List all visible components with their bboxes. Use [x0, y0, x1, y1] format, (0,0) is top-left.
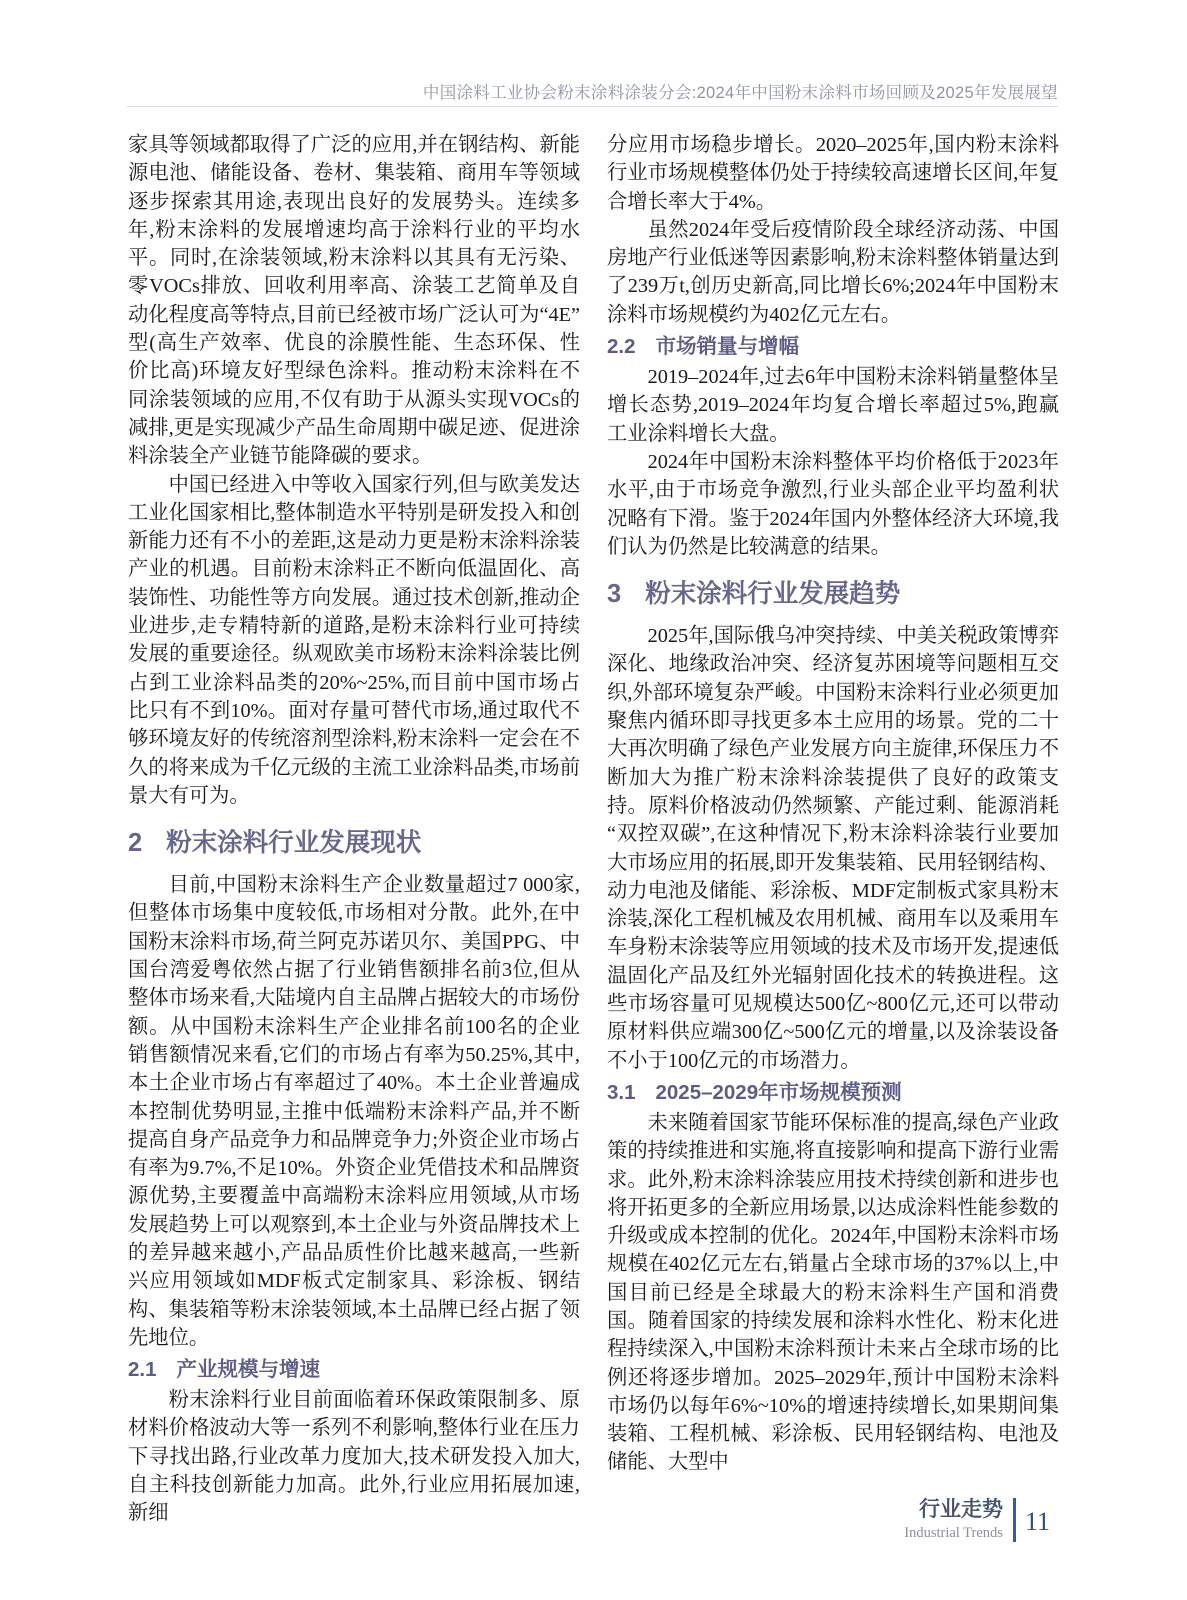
paragraph: 粉末涂料行业目前面临着环保政策限制多、原材料价格波动大等一系列不利影响,整体行业在压力下寻找出路,行业改革力度加大,技术研发投入加大,自主科技创新能力加高。此外,行业应用拓展加速,新细 [128, 1389, 580, 1525]
footer-divider-bar [1013, 1498, 1016, 1542]
section-title: 2025–2029年市场规模预测 [655, 1080, 902, 1104]
footer-labels [904, 1498, 1013, 1542]
running-head: 中国涂料工业协会粉末涂料涂装分会:2024年中国粉末涂料市场回顾及2025年发展展望 [422, 84, 1058, 102]
section-heading-3-1 [607, 1079, 1059, 1107]
paragraph: 2024年中国粉末涂料整体平均价格低于2023年水平,由于市场竞争激烈,行业头部企业平均盈利状况略有下滑。鉴于2024年国内外整体经济大环境,我们认为仍然是比较满意的结果。 [607, 450, 1059, 558]
footer-section-label-cn: 行业走势 [918, 1498, 1003, 1521]
paragraph: 中国已经进入中等收入国家行列,但与欧美发达工业化国家相比,整体制造水平特别是研发投入和创新能力还有不小的差距,这是动力更是粉末涂料涂装产业的机遇。目前粉末涂料正不断向低温固化、高装饰性、功能性等方向发展。通过技术创新,推动企业进步,走专精特新的道路,是粉末涂料行业可持续发展的重要途径。纵观欧美市场粉末涂料涂装比例占到工业涂料品类的20%~25%,而目前中国市场占比只有不到10%。面对存量可替代市场,通过取代不够环境友好的传统溶剂型涂料,粉末涂料一定会在不久的将来成为千亿元级的主流工业涂料品类,市场前景大有可为。 [128, 473, 580, 807]
section-title: 产业规模与增速 [176, 1358, 320, 1382]
paragraph: 未来随着国家节能环保标准的提高,绿色产业政策的持续推进和实施,将直接影响和提高下游行业需求。此外,粉末涂料涂装应用技术持续创新和进步也将开拓更多的全新应用场景,以达成涂料性能参数的升级或成本控制的优化。2024年,中国粉末涂料市场规模在402亿元左右,销量占全球市场的37%以上,中国目前已经是全球最大的粉末涂料生产国和消费国。随着国家的持续发展和涂料水性化、粉末化进程持续深入,中国粉末涂料预计未来占全球市场的比例还将逐步增加。2025–2029年,预计中国粉末涂料市场仍以每年6%~10%的增速持续增长,如果期间集装箱、工程机械、彩涂板、民用轻钢结构、电池及储能、大型中 [607, 1111, 1059, 1474]
page-number: 11 [1024, 1507, 1050, 1536]
paragraph: 虽然2024年受后疫情阶段全球经济动荡、中国房地产行业低迷等因素影响,粉末涂料整体销量达到了239万t,创历史新高,同比增长6%;2024年中国粉末涂料市场规模约为402亿元左右。 [607, 218, 1059, 326]
section-title: 市场销量与增幅 [655, 335, 799, 359]
section-number: 2.2 [607, 335, 636, 359]
section-number: 2 [128, 829, 143, 858]
page-footer [904, 1498, 1050, 1542]
footer-section-label-en: Industrial Trends [904, 1525, 1003, 1541]
paragraph: 2019–2024年,过去6年中国粉末涂料销量整体呈增长态势,2019–2024年均复合增长率超过5%,跑赢工业涂料增长大盘。 [607, 366, 1059, 445]
section-number: 3 [607, 580, 622, 609]
section-title: 粉末涂料行业发展趋势 [645, 580, 901, 609]
two-column-body [128, 131, 1059, 1528]
paragraph: 家具等领域都取得了广泛的应用,并在钢结构、新能源电池、储能设备、卷材、集装箱、商用车等领域逐步探索其用途,表现出良好的发展势头。连续多年,粉末涂料的发展增速均高于涂料行业的平均水平。同时,在涂装领域,粉末涂料以其具有无污染、零VOCs排放、回收利用率高、涂装工艺简单及自动化程度高等特点,目前已经被市场广泛认可为“4E”型(高生产效率、优良的涂膜性能、生态环保、性价比高)环境友好型绿色涂料。推动粉末涂料在不同涂装领域的应用,不仅有助于从源头实现VOCs的减排,更是实现减少产品生命周期中碳足迹、促进涂料涂装全产业链节能降碳的要求。 [128, 134, 580, 468]
section-heading-2-1 [128, 1356, 580, 1384]
section-heading-3 [607, 578, 1059, 610]
paragraph: 2025年,国际俄乌冲突持续、中美关税政策博弈深化、地缘政治冲突、经济复苏困境等问题相互交织,外部环境复杂严峻。中国粉末涂料行业必须更加聚焦内循环即寻找更多本土应用的场景。党的二十大再次明确了绿色产业发展方向主旋律,环保压力不断加大为推广粉末涂料涂装提供了良好的政策支持。原料价格波动仍然频繁、产能过剩、能源消耗“双控双碳”,在这种情况下,粉末涂料涂装行业要加大市场应用的拓展,即开发集装箱、民用轻钢结构、动力电池及储能、彩涂板、MDF定制板式家具粉末涂装,深化工程机械及农用机械、商用车以及乘用车车身粉末涂装等应用领域的技术及市场开发,提速低温固化产品及红外光辐射固化技术的转换进程。这些市场容量可见规模达500亿~800亿元,还可以带动原材料供应端300亿~500亿元的增量,以及涂装设备不小于100亿元的市场潜力。 [607, 625, 1059, 1072]
section-number: 3.1 [607, 1080, 636, 1104]
right-column [607, 131, 1059, 1528]
section-title: 粉末涂料行业发展现状 [166, 829, 422, 858]
section-number: 2.1 [128, 1358, 157, 1382]
section-heading-2 [128, 827, 580, 859]
section-heading-2-2 [607, 333, 1059, 361]
paragraph: 分应用市场稳步增长。2020–2025年,国内粉末涂料行业市场规模整体仍处于持续较高速增长区间,年复合增长率大于4%。 [607, 134, 1059, 213]
header-rule [127, 106, 1058, 107]
paragraph: 目前,中国粉末涂料生产企业数量超过7 000家,但整体市场集中度较低,市场相对分散。此外,在中国粉末涂料市场,荷兰阿克苏诺贝尔、美国PPG、中国台湾爱粤依然占据了行业销售额排名前3位,但从整体市场来看,大陆境内自主品牌占据较大的市场份额。从中国粉末涂料生产企业排名前100名的企业销售额情况来看,它们的市场占有率为50.25%,其中,本土企业市场占有率超过了40%。本土企业普遍成本控制优势明显,主推中低端粉末涂料产品,并不断提高自身产品竞争力和品牌竞争力;外资企业市场占有率为9.7%,不足10%。外资企业凭借技术和品牌资源优势,主要覆盖中高端粉末涂料应用领域,从市场发展趋势上可以观察到,本土企业与外资品牌技术上的差异越来越小,产品品质性价比越来越高,一些新兴应用领域如MDF板式定制家具、彩涂板、钢结构、集装箱等粉末涂装领域,本土品牌已经占据了领先地位。 [128, 874, 580, 1349]
left-column [128, 131, 580, 1528]
